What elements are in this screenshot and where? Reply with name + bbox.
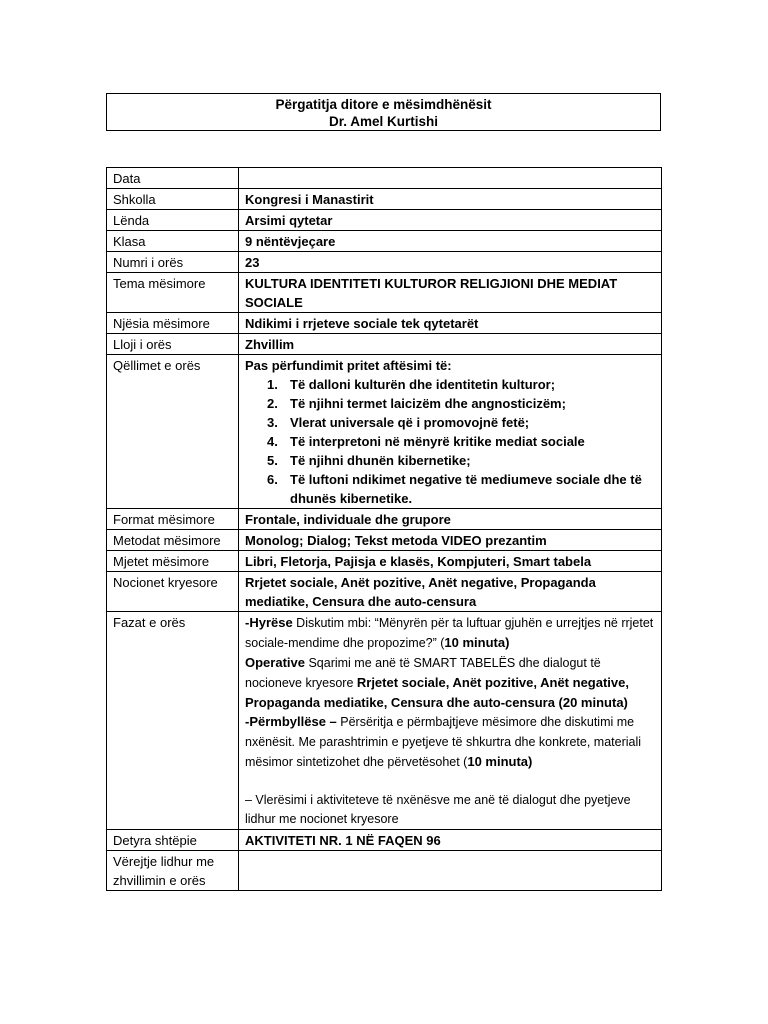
goal-number: 1. <box>267 377 278 392</box>
table-row <box>107 612 662 830</box>
row-label-fazat: Fazat e orës <box>107 612 239 830</box>
row-value-detyra: AKTIVITETI NR. 1 NË FAQEN 96 <box>239 830 662 851</box>
table-row <box>107 830 662 851</box>
goal-text: Të luftoni ndikimet negative të mediumeve sociale dhe të dhunës kibernetike. <box>290 472 642 506</box>
row-label-njesia: Njësia mësimore <box>107 313 239 334</box>
row-value-shkolla: Kongresi i Manastirit <box>239 189 662 210</box>
lesson-plan-table <box>106 167 662 891</box>
table-row <box>107 210 662 231</box>
goals-intro: Pas përfundimit pritet aftësimi të: <box>245 358 452 373</box>
row-value-metodat: Monolog; Dialog; Tekst metoda VIDEO prezantim <box>239 530 662 551</box>
row-label-tema: Tema mësimore <box>107 273 239 313</box>
table-row <box>107 509 662 530</box>
row-value-lenda: Arsimi qytetar <box>239 210 662 231</box>
goal-text: Të interpretoni në mënyrë kritike mediat sociale <box>290 434 585 449</box>
phase-operative-title: Operative <box>245 655 305 670</box>
row-value-nocionet: Rrjetet sociale, Anët pozitive, Anët negative, Propaganda mediatike, Censura dhe auto-censura <box>239 572 662 612</box>
header-author: Dr. Amel Kurtishi <box>328 114 439 129</box>
table-row <box>107 551 662 572</box>
row-label-numri: Numri i orës <box>107 252 239 273</box>
phase-hyrese-text: Diskutim mbi: “Mënyrën për ta luftuar gjuhën e urrejtjes në rrjetet sociale-mendime dhe propozime?” ( <box>245 616 654 650</box>
row-value-verejtje <box>239 851 662 891</box>
goal-number: 2. <box>267 396 278 411</box>
row-label-shkolla: Shkolla <box>107 189 239 210</box>
row-value-fazat <box>239 612 662 830</box>
row-label-detyra: Detyra shtëpie <box>107 830 239 851</box>
row-label-data: Data <box>107 168 239 189</box>
list-item <box>245 451 655 470</box>
table-row <box>107 168 662 189</box>
spacer <box>245 772 655 791</box>
list-item <box>245 432 655 451</box>
goal-number: 6. <box>267 472 278 487</box>
goal-text: Të dalloni kulturën dhe identitetin kulturor; <box>290 377 556 392</box>
row-value-qellimet <box>239 355 662 509</box>
row-value-lloji: Zhvillim <box>239 334 662 355</box>
header-title: Përgatitja ditore e mësimdhënësit <box>275 97 492 112</box>
row-label-klasa: Klasa <box>107 231 239 252</box>
row-label-format: Format mësimore <box>107 509 239 530</box>
table-row <box>107 851 662 891</box>
goal-text: Të njihni termet laicizëm dhe angnosticizëm; <box>290 396 566 411</box>
phase-hyrese-title: -Hyrëse <box>245 615 293 630</box>
row-value-data <box>239 168 662 189</box>
phase-hyrese <box>245 613 655 653</box>
row-label-mjetet: Mjetet mësimore <box>107 551 239 572</box>
table-row <box>107 273 662 313</box>
goal-text: Vlerat universale që i promovojnë fetë; <box>290 415 530 430</box>
table-row <box>107 313 662 334</box>
goal-text: Të njihni dhunën kibernetike; <box>290 453 471 468</box>
goal-number: 4. <box>267 434 278 449</box>
row-label-qellimet: Qëllimet e orës <box>107 355 239 509</box>
table-row <box>107 231 662 252</box>
row-value-klasa: 9 nëntëvjeçare <box>239 231 662 252</box>
goal-number: 3. <box>267 415 278 430</box>
list-item <box>245 413 655 432</box>
list-item <box>245 375 655 394</box>
row-label-verejtje: Vërejtje lidhur me zhvillimin e orës <box>107 851 239 891</box>
phase-permbyllese <box>245 712 655 772</box>
row-label-nocionet: Nocionet kryesore <box>107 572 239 612</box>
phase-permbyllese-text: Përsëritja e përmbajtjeve mësimore dhe diskutimi me nxënësit. Me parashtrimin e pyetjeve të shkurtra dhe konkrete, materiali mësimor sintetizohet dhe përvetësohet ( <box>245 715 642 769</box>
table-row <box>107 252 662 273</box>
phase-operative-text: Sqarimi me anë të SMART TABELËS dhe dialogut të nocioneve kryesore <box>245 656 601 690</box>
goals-list <box>245 375 655 508</box>
table-row <box>107 572 662 612</box>
phase-vleresimi: – Vlerësimi i aktiviteteve të nxënësve me anë të dialogut dhe pyetjeve lidhur me nocionet kryesore <box>245 793 631 826</box>
phase-permbyllese-time: 10 minuta) <box>467 754 533 769</box>
list-item <box>245 394 655 413</box>
row-value-mjetet: Libri, Fletorja, Pajisja e klasës, Kompjuteri, Smart tabela <box>239 551 662 572</box>
row-label-lloji: Lloji i orës <box>107 334 239 355</box>
phase-hyrese-time: 10 minuta) <box>444 635 510 650</box>
phase-permbyllese-title: -Përmbyllëse – <box>245 714 337 729</box>
list-item <box>245 470 655 508</box>
row-value-njesia: Ndikimi i rrjeteve sociale tek qytetarët <box>239 313 662 334</box>
goal-number: 5. <box>267 453 278 468</box>
table-row <box>107 189 662 210</box>
row-label-metodat: Metodat mësimore <box>107 530 239 551</box>
row-value-tema: KULTURA IDENTITETI KULTUROR RELIGJIONI DHE MEDIAT SOCIALE <box>239 273 662 313</box>
phase-operative <box>245 653 655 712</box>
phase-operative-concepts: Rrjetet sociale, Anët pozitive, Anët negative, Propaganda mediatike, Censura dhe auto-censura (20 minuta) <box>245 675 629 710</box>
table-row <box>107 530 662 551</box>
row-value-numri: 23 <box>239 252 662 273</box>
table-row <box>107 355 662 509</box>
row-label-lenda: Lënda <box>107 210 239 231</box>
row-value-format: Frontale, individuale dhe grupore <box>239 509 662 530</box>
document-header <box>106 93 661 131</box>
table-row <box>107 334 662 355</box>
